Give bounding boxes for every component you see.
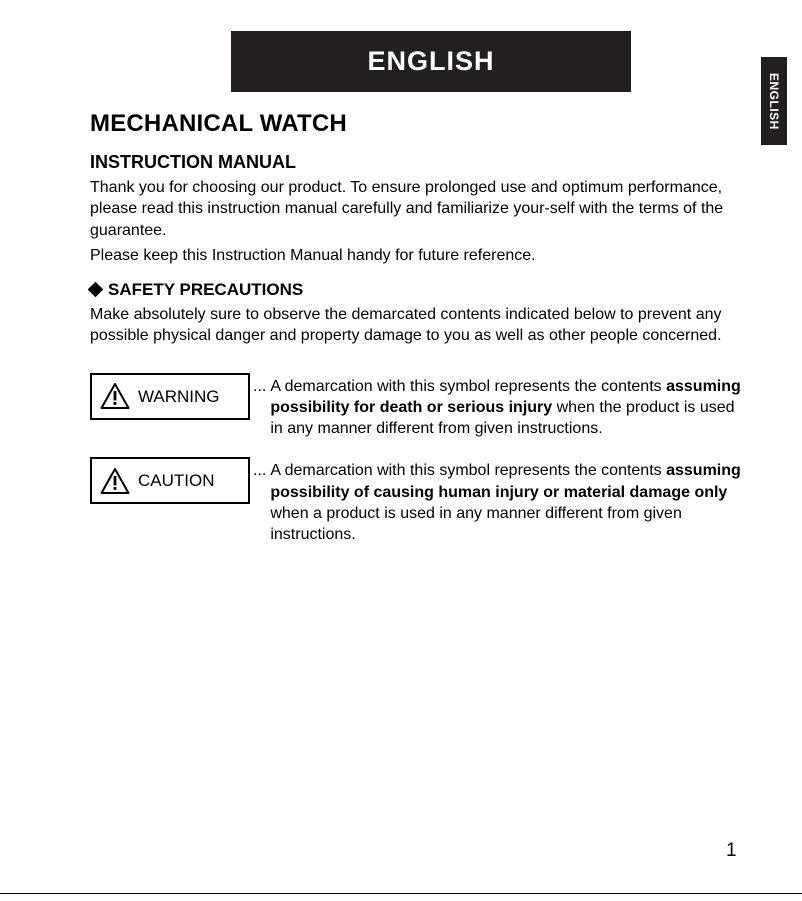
notice-row-caution: [90, 457, 750, 545]
safety-intro-paragraph: Make absolutely sure to observe the demarcated contents indicated below to prevent any possible physical danger and property damage to you as well as other people concerned.: [90, 306, 722, 345]
warning-text-bold: assuming possibility for death or serious injury: [270, 377, 741, 416]
warning-triangle-icon: [100, 467, 130, 495]
caution-label: CAUTION: [138, 471, 215, 491]
language-banner: [231, 31, 631, 92]
warning-description: [270, 373, 748, 440]
page-number: 1: [726, 840, 737, 861]
warning-label-box: [90, 373, 250, 420]
footer-divider: [0, 893, 802, 894]
caution-text-bold: assuming possibility of causing human injury or material damage only: [270, 462, 741, 501]
caution-label-box: [90, 457, 250, 504]
document-content: [90, 110, 750, 563]
language-banner-label: ENGLISH: [367, 46, 495, 76]
safety-precautions-heading: [90, 280, 750, 300]
notice-row-warning: [90, 373, 750, 440]
page-title: MECHANICAL WATCH: [90, 110, 347, 137]
intro-block: [90, 177, 750, 266]
caution-text-after: when a product is used in any manner different from given instructions.: [270, 504, 682, 544]
side-tab-english: [761, 57, 787, 145]
safety-precautions-heading-label: SAFETY PRECAUTIONS: [108, 280, 304, 300]
warning-text-before: A demarcation with this symbol represents the contents: [270, 377, 667, 395]
caution-description: [270, 457, 748, 545]
caution-text-before: A demarcation with this symbol represents the contents: [270, 462, 667, 480]
diamond-bullet-icon: [88, 281, 104, 297]
intro-paragraph-1: Thank you for choosing our product. To ensure prolonged use and optimum performance, please read this instruction manual carefully and familiarize your-self with the terms of the guarantee.: [90, 179, 724, 239]
warning-label: WARNING: [138, 386, 220, 406]
warning-text-after: when the product is used in any manner different from given instructions.: [270, 398, 735, 438]
notice-list: [90, 373, 750, 546]
caution-dots: ...: [253, 462, 267, 480]
warning-triangle-icon: [100, 382, 130, 410]
side-tab-label: ENGLISH: [767, 72, 781, 130]
intro-paragraph-2: Please keep this Instruction Manual handy for future reference.: [90, 246, 536, 264]
warning-dots: ...: [253, 377, 267, 395]
section-title-instruction-manual: INSTRUCTION MANUAL: [90, 152, 296, 172]
